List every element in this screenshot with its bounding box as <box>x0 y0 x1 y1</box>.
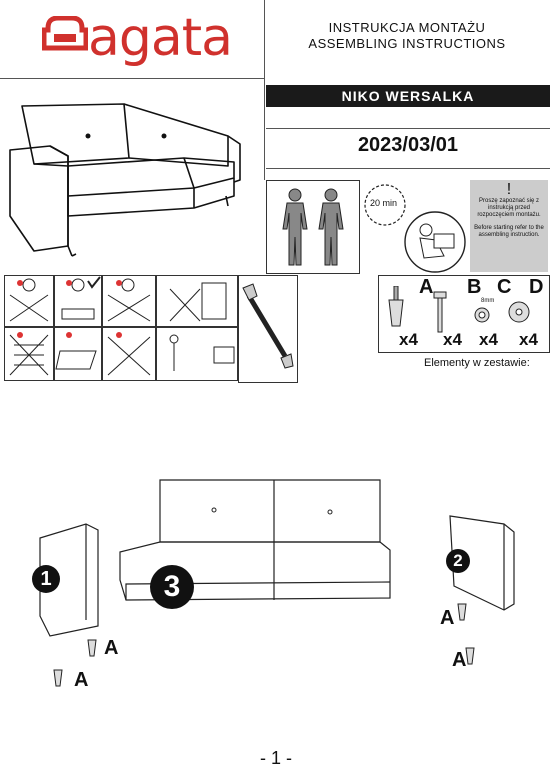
washer-icon <box>473 306 491 324</box>
tool-panel <box>238 275 298 383</box>
two-persons-icon <box>267 181 359 273</box>
warning-text-en: Before starting refer to the assembling instruction. <box>474 225 544 238</box>
warning-text-pl: Proszę zapoznać się z instrukcją przed rozpoczęciem montażu. <box>477 198 541 218</box>
instruction-title <box>272 20 542 52</box>
part-c-label: C <box>497 276 512 298</box>
part-b-label: B <box>467 276 482 298</box>
step-3-number: 3 <box>163 570 181 603</box>
part-b-qty: x4 <box>443 330 462 349</box>
pictogram-grid <box>4 275 238 381</box>
brand-name: agata <box>88 8 232 68</box>
page-number: - 1 - <box>259 748 292 768</box>
step-1-badge <box>32 565 60 593</box>
divider <box>264 0 265 180</box>
read-instructions-icon <box>400 210 470 274</box>
sofa-logo-icon <box>42 16 88 54</box>
document-date: 2023/03/01 <box>357 134 459 156</box>
part-c-note: 8mm <box>481 298 495 304</box>
time-label: 20 min <box>370 198 398 208</box>
divider <box>266 168 550 169</box>
step-1-number: 1 <box>40 568 52 590</box>
divider <box>266 128 550 129</box>
part-label-a: A <box>452 649 467 671</box>
part-a-qty: x4 <box>399 330 418 349</box>
part-d-qty: x4 <box>519 330 538 349</box>
wrench-icon <box>239 276 297 382</box>
two-persons-panel <box>266 180 360 274</box>
part-a-label: A <box>419 276 434 298</box>
part-d-label: D <box>529 276 544 298</box>
step-2-badge <box>446 549 470 573</box>
flat-washer-icon <box>507 300 531 324</box>
elements-label: Elementy w zestawie: <box>424 357 530 369</box>
foot-icon <box>385 286 407 330</box>
warning-note <box>470 180 548 272</box>
divider <box>0 78 264 79</box>
pictogram-drawings <box>4 275 238 381</box>
instruction-title-en: ASSEMBLING INSTRUCTIONS <box>308 36 506 51</box>
sofa-illustration <box>4 96 254 266</box>
step-3-badge <box>150 565 194 609</box>
part-label-a: A <box>104 637 119 659</box>
parts-panel <box>378 275 550 353</box>
instruction-title-pl: INSTRUKCJA MONTAŻU <box>328 20 486 35</box>
model-name: NIKO WERSALKA <box>266 85 550 107</box>
part-label-a: A <box>440 607 455 629</box>
part-c-qty: x4 <box>479 330 498 349</box>
warning-mark: ! <box>506 181 512 198</box>
bolt-icon <box>429 290 451 334</box>
step-2-number: 2 <box>453 551 463 570</box>
part-label-a: A <box>74 669 89 691</box>
